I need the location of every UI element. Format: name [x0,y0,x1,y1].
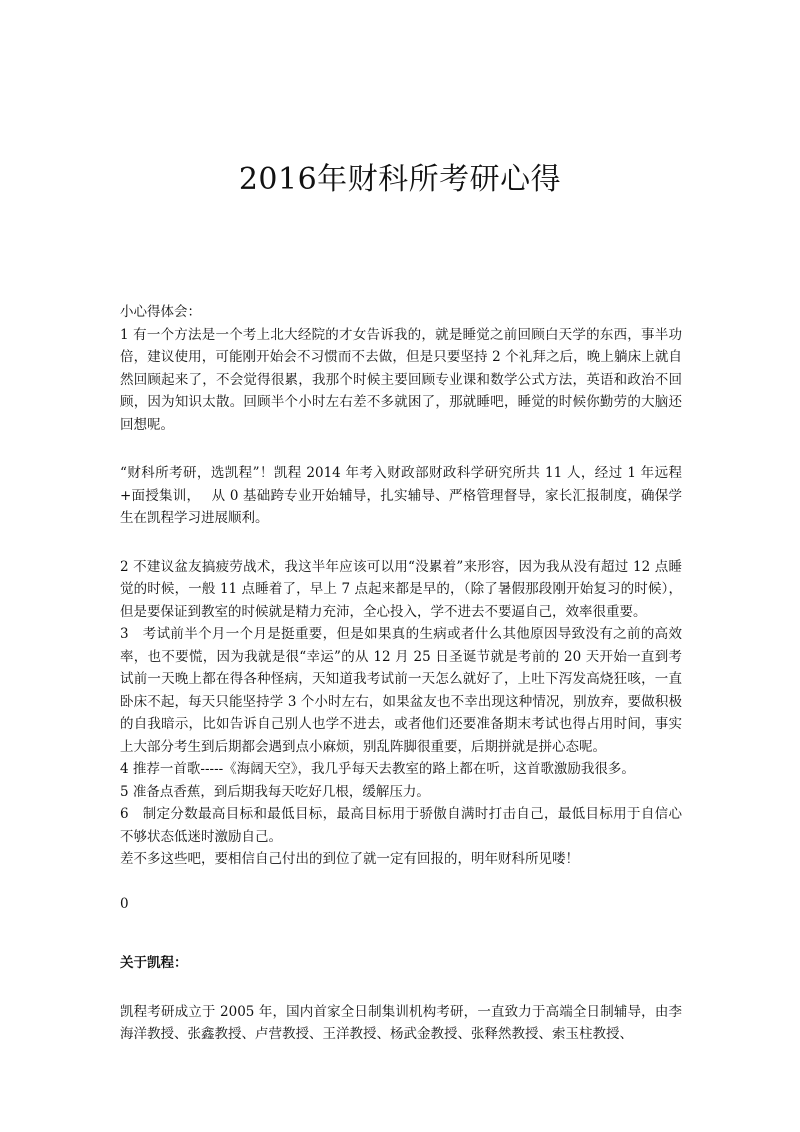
about-text: 凯程考研成立于 2005 年，国内首家全日制集训机构考研，一直致力于高端全日制辅导，由李海洋教授、张鑫教授、卢营教授、王洋教授、杨武金教授、张释然教授、索玉柱教授、 [120,1003,682,1042]
zero-marker: 0 [120,895,129,912]
promo-paragraph: “财科所考研，选凯程”！凯程 2014 年考入财政部财政科学研究所共 11 人，经过 1 年远程+面授集训， 从 0 基础跨专业开始辅导，扎实辅导、严格管理督导，家长汇报制度，确保学生在凯程学习进展顺利。 [120,465,682,526]
tip-paragraph-3: 3 考试前半个月一个月是挺重要，但是如果真的生病或者什么其他原因导致没有之前的高效率，也不要慌，因为我就是很“幸运”的从 12 月 25 日圣诞节就是考前的 20 天开始一直到考试前一天晚上都在得各种怪病，天知道我考试前一天怎么就好了，上吐下泻发高烧狂咳，一直卧床不起，每天只能坚持学 3 个小时左右，如果盆友也不幸出现这种情况，别放弃，要做积极的自我暗示，比如告诉自己别人也学不进去，或者他们还要准备期末考试也得占用时间，事实上大部分考生到后期都会遇到点小麻烦，别乱阵脚很重要，后期拼就是拼心态呢。 [120,626,682,755]
closing-paragraph: 差不多这些吧，要相信自己付出的到位了就一定有回报的，明年财科所见喽！ [120,851,579,867]
about-heading: 关于凯程： [120,955,188,971]
about-section [120,952,682,1046]
spacer [120,436,682,462]
tip-paragraph-6: 6 制定分数最高目标和最低目标，最高目标用于骄傲自满时打击自己，最低目标用于自信心不够状态低迷时激励自己。 [120,806,682,845]
spacer [120,871,682,893]
document-title: 2016年财科所考研心得 [238,162,562,197]
section-heading: 小心得体会： [120,304,201,320]
tip-paragraph-5: 5 准备点香蕉，到后期我每天吃好几根，缓解压力。 [120,783,430,800]
spacer [120,975,682,1001]
spacer [120,530,682,556]
tip-paragraph-2: 2 不建议盆友搞疲劳战术，我这半年应该可以用“没累着”来形容，因为我从没有超过 12 点睡觉的时候，一般 11 点睡着了，早上 7 点起来都是早的，（除了暑假那段刚开始复习的时候），但是要保证到教室的时候就是精力充沛，全心投入，学不进去不要逼自己，效率很重要。 [120,558,682,620]
tip-paragraph-1: 1 有一个方法是一个考上北大经院的才女告诉我的，就是睡觉之前回顾白天学的东西，事半功倍，建议使用，可能刚开始会不习惯而不去做，但是只要坚持 2 个礼拜之后，晚上躺床上就自然回顾起来了，不会觉得很累，我那个时候主要回顾专业课和数学公式方法，英语和政治不回顾，因为知识太散。回顾半个小时左右差不多就困了，那就睡吧，睡觉的时候你勤劳的大脑还回想呢。 [120,326,682,433]
document-body [120,301,682,915]
tip-paragraph-4: 4 推荐一首歌-----《海阔天空》，我几乎每天去教室的路上都在听，这首歌激励我很多。 [120,761,635,777]
